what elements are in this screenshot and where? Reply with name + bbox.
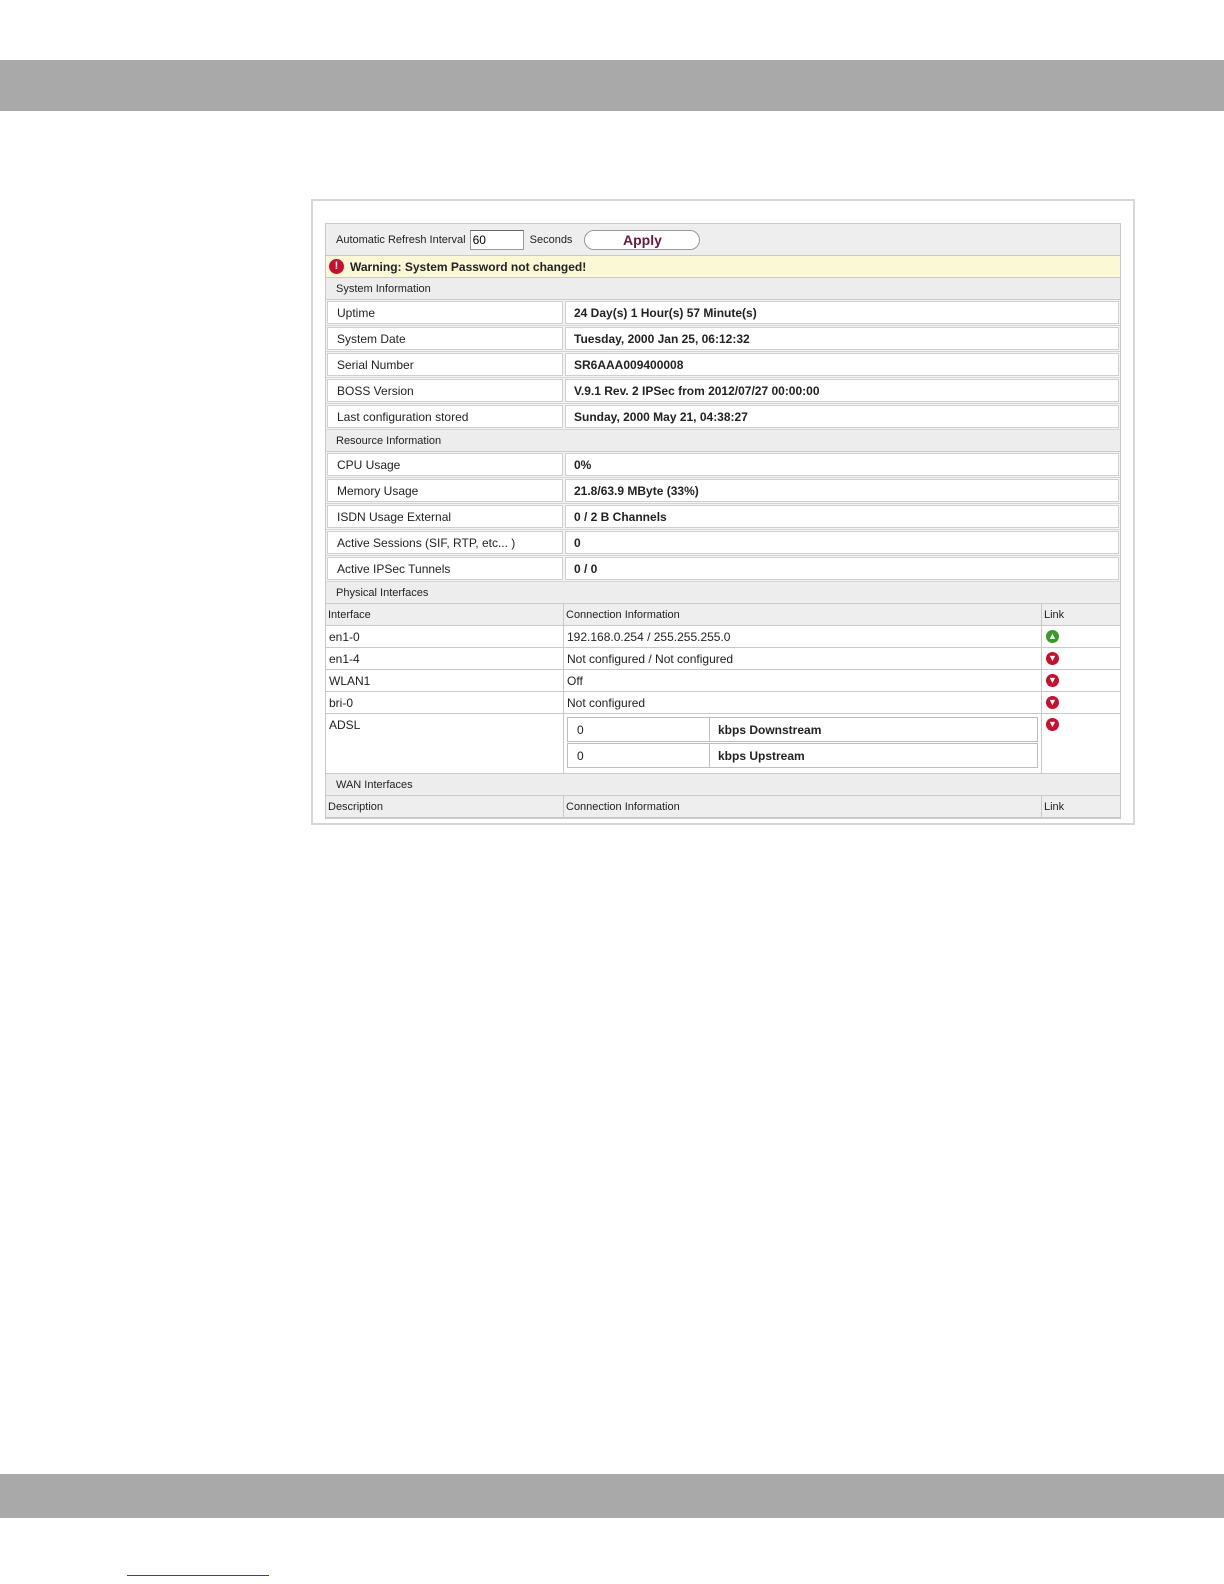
adsl-connection-info bbox=[564, 714, 1042, 773]
connection-info: 192.168.0.254 / 255.255.255.0 bbox=[564, 626, 1042, 647]
link-down-icon: ▼ bbox=[1046, 674, 1059, 687]
info-label: Active Sessions (SIF, RTP, etc... ) bbox=[327, 531, 563, 554]
connection-info: Off bbox=[564, 670, 1042, 691]
section-title: WAN Interfaces bbox=[336, 778, 413, 791]
info-row bbox=[326, 452, 1120, 478]
upstream-label: kbps Upstream bbox=[718, 748, 805, 763]
info-label: Active IPSec Tunnels bbox=[327, 557, 563, 580]
connection-info: Not configured bbox=[564, 692, 1042, 713]
info-value: 0 bbox=[565, 531, 1119, 554]
info-label: Uptime bbox=[327, 301, 563, 324]
refresh-interval-input[interactable] bbox=[470, 230, 524, 250]
table-row bbox=[326, 692, 1120, 714]
section-resource-information bbox=[326, 430, 1120, 452]
link-down-icon: ▼ bbox=[1046, 718, 1059, 731]
info-value: SR6AAA009400008 bbox=[565, 353, 1119, 376]
info-label: BOSS Version bbox=[327, 379, 563, 402]
interface-name: ADSL bbox=[326, 714, 564, 773]
connection-info: Not configured / Not configured bbox=[564, 648, 1042, 669]
info-value: 24 Day(s) 1 Hour(s) 57 Minute(s) bbox=[565, 301, 1119, 324]
table-row bbox=[326, 626, 1120, 648]
info-value: V.9.1 Rev. 2 IPSec from 2012/07/27 00:00:00 bbox=[565, 379, 1119, 402]
status-panel bbox=[311, 199, 1135, 825]
column-header-link: Link bbox=[1044, 608, 1065, 621]
info-row bbox=[326, 352, 1120, 378]
downstream-value: 0 bbox=[568, 718, 710, 741]
upstream-value: 0 bbox=[568, 744, 710, 767]
refresh-interval-label: Automatic Refresh Interval bbox=[336, 233, 466, 246]
info-label: ISDN Usage External bbox=[327, 505, 563, 528]
header-band bbox=[0, 60, 1224, 111]
password-warning bbox=[326, 256, 1120, 278]
physical-table-header bbox=[326, 604, 1120, 626]
section-title: Resource Information bbox=[336, 434, 442, 447]
status-table bbox=[325, 223, 1121, 819]
info-row bbox=[326, 300, 1120, 326]
interface-name: WLAN1 bbox=[326, 670, 564, 691]
link-down-icon: ▼ bbox=[1046, 652, 1059, 665]
footer-rule bbox=[127, 1575, 269, 1576]
adsl-downstream-row bbox=[567, 717, 1038, 742]
info-row bbox=[326, 556, 1120, 582]
info-label: Memory Usage bbox=[327, 479, 563, 502]
info-label: Serial Number bbox=[327, 353, 563, 376]
info-label: CPU Usage bbox=[327, 453, 563, 476]
interface-name: en1-4 bbox=[326, 648, 564, 669]
apply-button[interactable]: Apply bbox=[584, 230, 700, 250]
refresh-unit-label: Seconds bbox=[529, 233, 573, 246]
column-header-link: Link bbox=[1044, 800, 1065, 813]
column-header-connection: Connection Information bbox=[564, 796, 1042, 817]
link-down-icon: ▼ bbox=[1046, 696, 1059, 709]
warning-text: Warning: System Password not changed! bbox=[350, 259, 587, 274]
section-title: Physical Interfaces bbox=[336, 586, 429, 599]
interface-name: en1-0 bbox=[326, 626, 564, 647]
info-row bbox=[326, 504, 1120, 530]
column-header-connection: Connection Information bbox=[564, 604, 1042, 625]
info-value: Tuesday, 2000 Jan 25, 06:12:32 bbox=[565, 327, 1119, 350]
info-label: System Date bbox=[327, 327, 563, 350]
info-value: 0 / 0 bbox=[565, 557, 1119, 580]
info-row bbox=[326, 378, 1120, 404]
section-system-information bbox=[326, 278, 1120, 300]
downstream-label: kbps Downstream bbox=[718, 722, 822, 737]
info-row bbox=[326, 530, 1120, 556]
column-header-interface: Interface bbox=[326, 604, 564, 625]
info-label: Last configuration stored bbox=[327, 405, 563, 428]
warning-icon: ! bbox=[329, 259, 344, 274]
table-row bbox=[326, 670, 1120, 692]
info-value: 21.8/63.9 MByte (33%) bbox=[565, 479, 1119, 502]
interface-name: bri-0 bbox=[326, 692, 564, 713]
table-row bbox=[326, 648, 1120, 670]
info-row bbox=[326, 326, 1120, 352]
info-value: Sunday, 2000 May 21, 04:38:27 bbox=[565, 405, 1119, 428]
info-row bbox=[326, 404, 1120, 430]
table-row-adsl bbox=[326, 714, 1120, 774]
wan-table-header bbox=[326, 796, 1120, 818]
refresh-bar bbox=[326, 224, 1120, 256]
info-value: 0 / 2 B Channels bbox=[565, 505, 1119, 528]
footer-band bbox=[0, 1474, 1224, 1518]
info-row bbox=[326, 478, 1120, 504]
section-title: System Information bbox=[336, 282, 431, 295]
info-value: 0% bbox=[565, 453, 1119, 476]
section-wan-interfaces bbox=[326, 774, 1120, 796]
adsl-upstream-row bbox=[567, 743, 1038, 768]
column-header-description: Description bbox=[326, 796, 564, 817]
section-physical-interfaces bbox=[326, 582, 1120, 604]
link-up-icon: ▲ bbox=[1046, 630, 1059, 643]
